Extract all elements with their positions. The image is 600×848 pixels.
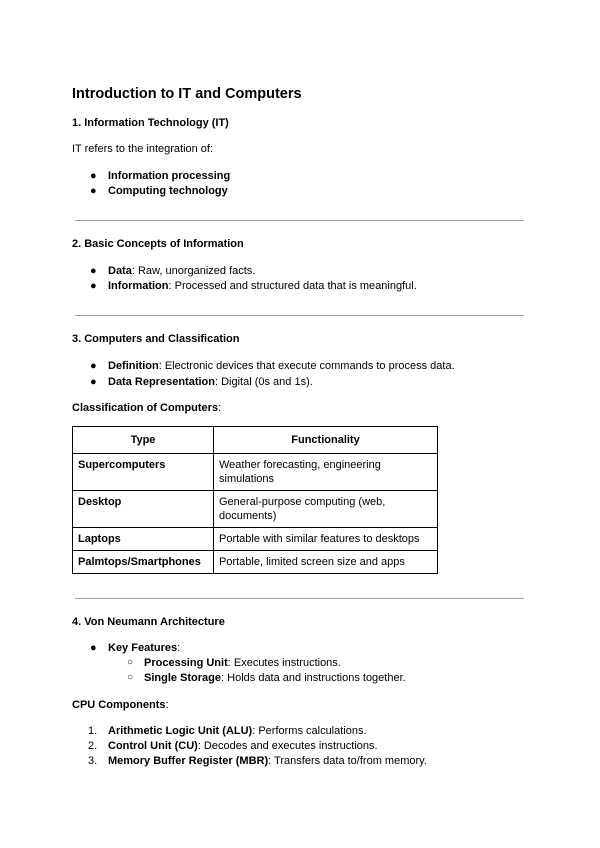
table-cell: Desktop	[73, 491, 214, 528]
list-item: Data Representation: Digital (0s and 1s).	[108, 376, 313, 388]
list-item: Arithmetic Logic Unit (ALU): Performs calculations.	[108, 725, 367, 737]
list-number: 1.	[88, 725, 98, 737]
table-cell: General-purpose computing (web, documents)	[214, 491, 438, 528]
table-cell: Portable with similar features to desktops	[214, 528, 438, 551]
cpu-heading: CPU Components:	[72, 699, 169, 711]
section-4-heading: 4. Von Neumann Architecture	[72, 616, 225, 628]
table-row	[73, 528, 438, 551]
table-cell: Portable, limited screen size and apps	[214, 551, 438, 574]
list-item: Data: Raw, unorganized facts.	[108, 265, 256, 277]
list-number: 3.	[88, 755, 98, 767]
table-header: Type	[73, 427, 214, 454]
section-1-heading: 1. Information Technology (IT)	[72, 117, 229, 129]
table-header: Functionality	[214, 427, 438, 454]
table-row	[73, 454, 438, 491]
list-number: 2.	[88, 740, 98, 752]
list-item: Definition: Electronic devices that execute commands to process data.	[108, 360, 455, 372]
bullet-icon: ●	[90, 280, 97, 292]
list-item: Processing Unit: Executes instructions.	[144, 657, 341, 669]
sub-bullet-icon: ○	[127, 672, 134, 683]
list-item: Key Features:	[108, 642, 181, 654]
bullet-icon: ●	[90, 642, 97, 654]
list-item: Information processing	[108, 170, 231, 182]
bullet-icon: ●	[90, 265, 97, 277]
table-row	[73, 491, 438, 528]
table-cell: Laptops	[73, 528, 214, 551]
table-cell: Palmtops/Smartphones	[73, 551, 214, 574]
sub-bullet-icon: ○	[127, 657, 134, 668]
list-item: Computing technology	[108, 185, 228, 197]
list-item: Information: Processed and structured data that is meaningful.	[108, 280, 417, 292]
table-cell: Supercomputers	[73, 454, 214, 491]
list-item: Memory Buffer Register (MBR): Transfers data to/from memory.	[108, 755, 427, 767]
classification-heading: Classification of Computers:	[72, 402, 222, 414]
section-1-intro: IT refers to the integration of:	[72, 143, 214, 155]
classification-table	[72, 426, 438, 574]
bullet-icon: ●	[90, 360, 97, 372]
table-row	[73, 551, 438, 574]
bullet-icon: ●	[90, 170, 97, 182]
section-2-heading: 2. Basic Concepts of Information	[72, 238, 244, 250]
divider	[75, 315, 524, 316]
document-title: Introduction to IT and Computers	[72, 86, 302, 102]
bullet-icon: ●	[90, 376, 97, 388]
divider	[75, 220, 524, 221]
bullet-icon: ●	[90, 185, 97, 197]
section-3-heading: 3. Computers and Classification	[72, 333, 240, 345]
table-cell: Weather forecasting, engineering simulations	[214, 454, 438, 491]
divider	[75, 598, 524, 599]
list-item: Single Storage: Holds data and instructions together.	[144, 672, 406, 684]
list-item: Control Unit (CU): Decodes and executes instructions.	[108, 740, 378, 752]
table-header-row	[73, 427, 438, 454]
